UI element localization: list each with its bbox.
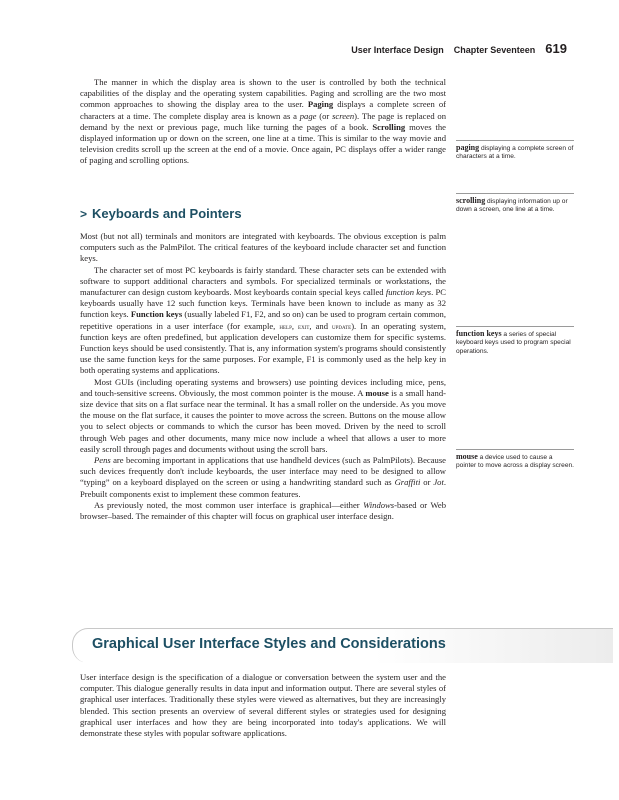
gui-paragraph-1: User interface design is the specification of a dialogue or conversation between the system user and the computer. This dialogue generally results in data input and information output. There are several styles of graphical user interfaces. Traditionally these styles were viewed as alternatives, but they are increasingly blended. This section presents an overview of several different styles or strategies used for designing graphical user interfaces and how they are being incorporated into today's applications. We will demonstrate these styles with popular software applications. bbox=[80, 672, 446, 739]
intro-text-e: moves the displayed information up or down on the screen, one line at a time. This is similar to the way movie and television credits scroll up the screen at the end of a movie. Once again, PC displays offer a wider range of paging and scrolling options. bbox=[80, 121, 446, 166]
chevron-right-icon: > bbox=[80, 206, 88, 221]
term-paging: Paging bbox=[307, 99, 334, 110]
running-head-chapter: Chapter Seventeen bbox=[453, 45, 536, 55]
intro-text-d: ). The page is replaced on demand by the next or previous page, much like turning the pages of a book. bbox=[80, 110, 446, 132]
intro-text-b: displays a complete screen of characters at a time. The complete display area is known as a bbox=[80, 99, 446, 121]
intro-block bbox=[80, 77, 446, 167]
kb-p3-b: is a small hand-size device that sits on a flat surface near the terminal. It has a small roller on the underside. As you move the mouse on the flat surface, it causes the pointer to move across the screen. Buttons on the mouse allow you to select objects or commands to which the cursor has been moved. Driven by the need to scroll through Web pages and other documents, many mice now include a wheel that allows a user to more easily scroll through pages and documents without using the scroll bars. bbox=[80, 387, 447, 454]
kb-p5-a: As previously noted, the most common user interface is graphical—either bbox=[94, 499, 360, 510]
page-number: 619 bbox=[545, 41, 567, 56]
running-head-title: User Interface Design bbox=[351, 45, 444, 55]
margin-note-scrolling bbox=[456, 193, 574, 215]
intro-paragraph bbox=[80, 77, 446, 167]
key-update: update bbox=[332, 321, 352, 331]
term-function-keys-italic: function keys bbox=[385, 287, 432, 298]
margin-def-scrolling: displaying information up or down a screen, one line at a time. bbox=[456, 198, 568, 214]
term-page: page bbox=[299, 110, 317, 121]
keyboards-paragraph-1: Most (but not all) terminals and monitors are integrated with keyboards. The obvious exception is palm computers such as the PalmPilot. The critical features of the keyboard include character set and function keys. bbox=[80, 231, 446, 264]
section-heading-keyboards bbox=[80, 206, 242, 221]
keyboards-block bbox=[80, 231, 446, 522]
keyboards-paragraph-2 bbox=[80, 265, 446, 377]
kb-p2-c: (usually labeled F1, F2, and so on) can be used to program certain common, repetitive operations in a user interface (for example, bbox=[80, 309, 446, 331]
kb-p2-b: . PC keyboards usually have 12 such function keys. Terminals have been known to include as many as 32 function keys. bbox=[80, 287, 447, 320]
keyboards-paragraph-5 bbox=[80, 500, 446, 522]
section-heading-gui: Graphical User Interface Styles and Considerations bbox=[92, 636, 446, 652]
margin-term-mouse: mouse bbox=[456, 452, 478, 461]
term-graffiti: Graffiti bbox=[394, 477, 421, 488]
kb-p4-b: . Prebuilt components exist to implement these common features. bbox=[80, 477, 446, 499]
term-windows: Windows bbox=[363, 499, 395, 510]
margin-note-function-keys bbox=[456, 326, 574, 356]
margin-term-paging: paging bbox=[456, 143, 480, 152]
kb-p2-f: ). In an operating system, function keys are often predefined, but application developers can customize them for specific systems. Function keys should be used consistently. That is, any information system's programs should consistently use the same function keys for the same purposes. For example, F1 is commonly used as the help key in both operating systems and applications. bbox=[80, 320, 446, 376]
term-function-keys: Function keys bbox=[130, 309, 183, 320]
kb-p2-e: , and bbox=[309, 320, 328, 331]
intro-text-a: The manner in which the display area is shown to the user is controlled by both the technical capabilities of the display and the operating system capabilities. Paging and scrolling are the two most common approaches to showing the display area to the user. bbox=[80, 77, 446, 110]
margin-term-function-keys: function keys bbox=[456, 329, 502, 338]
term-screen: screen bbox=[332, 110, 355, 121]
margin-note-paging bbox=[456, 140, 574, 162]
margin-note-mouse bbox=[456, 449, 574, 471]
kb-p4-or: or bbox=[423, 477, 431, 488]
term-mouse: mouse bbox=[365, 387, 389, 398]
margin-def-mouse: a device used to cause a pointer to move across a display screen. bbox=[456, 454, 575, 470]
gui-block bbox=[80, 672, 446, 739]
intro-text-c: (or bbox=[319, 110, 330, 121]
keyboards-paragraph-3 bbox=[80, 377, 446, 455]
key-help: help bbox=[279, 321, 292, 331]
margin-def-function-keys: a series of special keyboard keys used to program special operations. bbox=[456, 331, 571, 355]
running-head bbox=[351, 41, 567, 56]
kb-p4-a: are becoming important in applications that use handheld devices (such as PalmPilots). Because such devices frequently don't include keyboards, the user interface may need to be designed to allow “typing” on a keyboard displayed on the screen or using a handwriting standard such as bbox=[80, 455, 446, 488]
section-heading-keyboards-text: Keyboards and Pointers bbox=[92, 206, 242, 221]
margin-def-paging: displaying a complete screen of characters at a time. bbox=[456, 145, 574, 161]
term-scrolling: Scrolling bbox=[372, 121, 406, 132]
key-exit: exit bbox=[298, 321, 310, 331]
keyboards-paragraph-4 bbox=[80, 455, 446, 500]
kb-p2-d: , bbox=[291, 320, 295, 331]
kb-p2-a: The character set of most PC keyboards is fairly standard. These character sets can be extended with software to support additional characters and symbols. For specialized terminals or workstations, the manufacturer can design custom keyboards. Most keyboards contain special keys called bbox=[80, 264, 446, 298]
term-jot: Jot bbox=[433, 477, 444, 488]
kb-p5-b: -based or Web browser–based. The remainder of this chapter will focus on graphical user interface design. bbox=[80, 499, 446, 522]
margin-term-scrolling: scrolling bbox=[456, 196, 486, 205]
kb-p3-a: Most GUIs (including operating systems and browsers) use pointing devices including mice, pens, and touch-sensitive screens. Obviously, the most common pointer is the mouse. A bbox=[80, 376, 446, 398]
term-pens: Pens bbox=[94, 455, 111, 466]
